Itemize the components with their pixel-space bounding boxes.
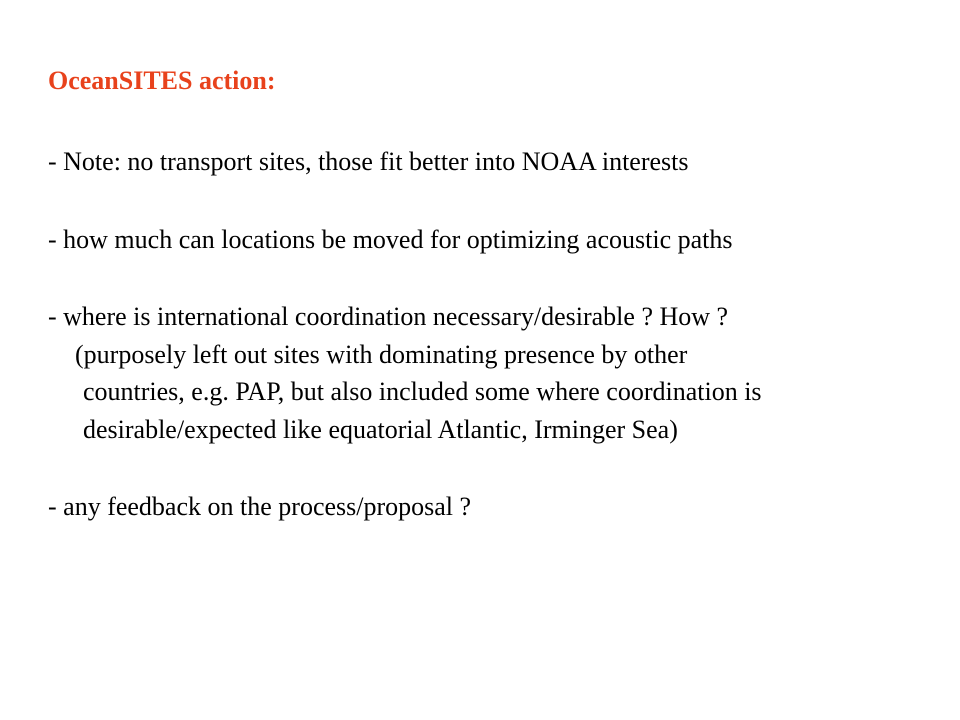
sub-note-line-3: desirable/expected like equatorial Atlantic, Irminger Sea)	[83, 415, 678, 444]
sub-note-line-1: (purposely left out sites with dominating presence by other	[75, 340, 688, 369]
bullet-acoustic-paths: - how much can locations be moved for optimizing acoustic paths	[48, 225, 733, 254]
sub-note-line-2: countries, e.g. PAP, but also included some where coordination is	[83, 377, 762, 406]
bullet-international-coordination: - where is international coordination necessary/desirable ? How ?	[48, 302, 729, 331]
bullet-feedback: - any feedback on the process/proposal ?	[48, 492, 472, 521]
slide-title: OceanSITES action:	[48, 66, 276, 95]
bullet-transport-sites: - Note: no transport sites, those fit better into NOAA interests	[48, 147, 689, 176]
